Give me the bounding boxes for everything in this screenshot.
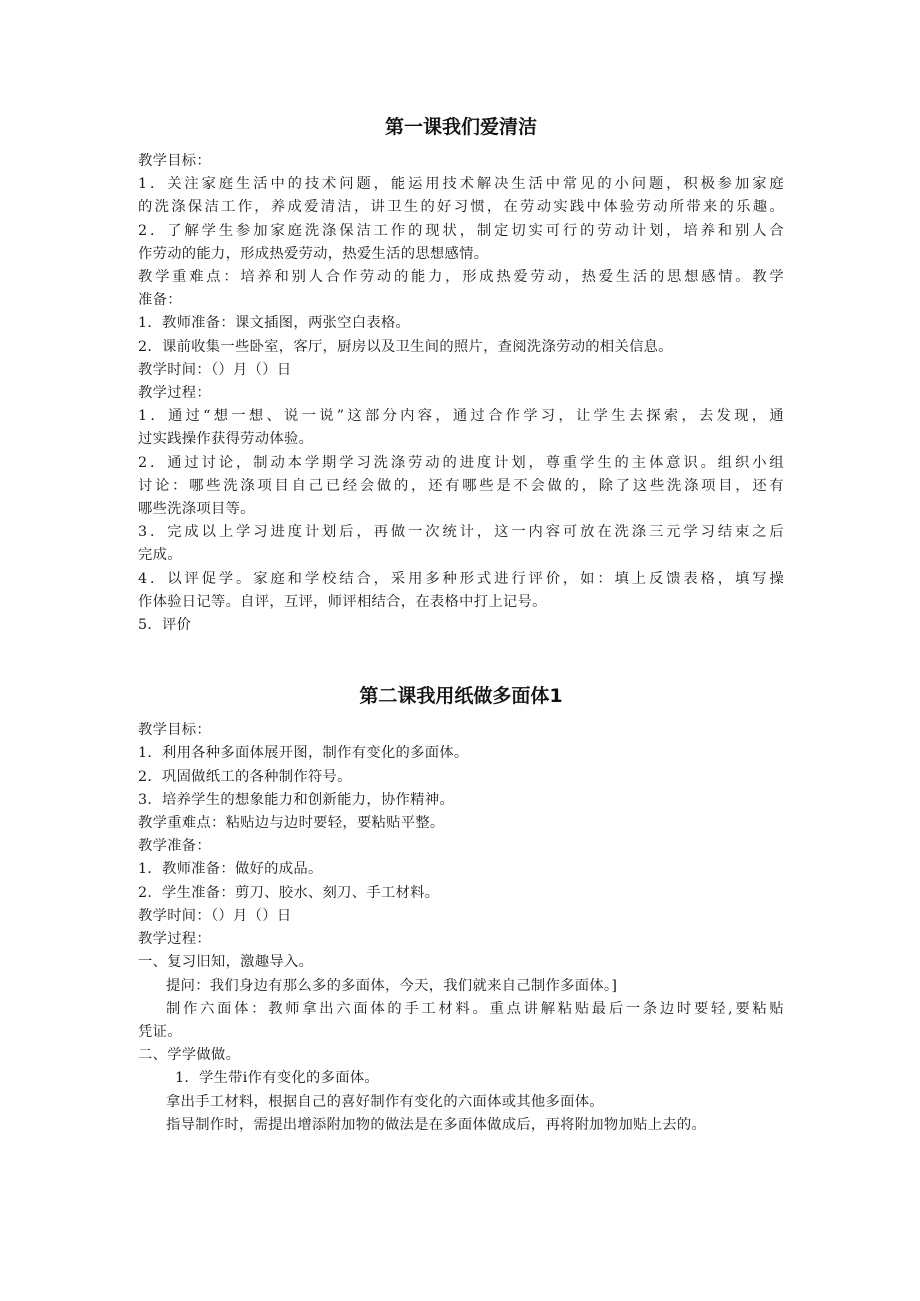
- lesson2-hexahedron: 制作六面体：教师拿出六面体的手工材料。重点讲解粘贴最后一条边时要轻,要粘贴: [166, 1000, 784, 1017]
- lesson1-process-heading: 教学过程：: [138, 385, 211, 402]
- lesson1-objectives-heading: 教学目标：: [138, 153, 211, 169]
- lesson2-section-2: 二、学学做做。: [138, 1047, 241, 1064]
- lesson1-step-1: 1．通过“想一想、说一说”这部分内容，通过合作学习，让学生去探索，去发现，通: [138, 408, 784, 425]
- document-page: [138, 112, 784, 1137]
- lesson1-step-2-cont: 讨论：哪些洗涤项目自己已经会做的，还有哪些是不会做的，除了这些洗涤项目，还有: [138, 477, 784, 494]
- lesson1-step-2: 2．通过讨论，制动本学期学习洗涤劳动的进度计划，尊重学生的主体意识。组织小组: [138, 454, 784, 471]
- lesson1-key-points: 教学重难点：培养和别人合作劳动的能力，形成热爱劳动，热爱生活的思想感情。教学: [138, 269, 784, 286]
- lesson1-step-1-cont: 过实践操作获得劳动体验。: [138, 431, 314, 448]
- lesson2-prep-2: 2．学生准备：剪刀、胶水、刻刀、手工材料。: [138, 884, 440, 901]
- lesson2-objective-2: 2．巩固做纸工的各种制作符号。: [138, 768, 352, 785]
- lesson2-preparation-heading: 教学准备：: [138, 838, 211, 855]
- lesson1-preparation-heading: 准备：: [138, 292, 182, 309]
- lesson1-step-4-cont: 作体验日记等。自评，互评，师评相结合，在表格中打上记号。: [138, 593, 547, 610]
- lesson1-title: 第一课我们爱清洁: [384, 116, 537, 138]
- lesson2-key-points: 教学重难点：粘贴边与边时要轻，要粘贴平整。: [138, 815, 445, 832]
- lesson2-objective-3: 3．培养学生的想象能力和创新能力，协作精神。: [138, 791, 454, 808]
- lesson1-step-4: 4．以评促学。家庭和学校结合，采用多种形式进行评价，如：填上反馈表格，填写操: [138, 570, 784, 587]
- lesson2-section-1: 一、复习旧知，激趣导入。: [138, 954, 314, 971]
- lesson1-objective-1-cont: 的洗涤保洁工作，养成爱清洁，讲卫生的好习惯，在劳动实践中体验劳动所带来的乐趣。: [138, 199, 784, 216]
- lesson1-step-3-cont: 完成。: [138, 547, 182, 564]
- lesson2-hexahedron-cont: 凭证。: [138, 1023, 182, 1040]
- lesson2-objective-1: 1．利用各种多面体展开图，制作有变化的多面体。: [138, 745, 469, 762]
- lesson2-objectives-heading: 教学目标：: [138, 722, 211, 739]
- lesson2-teaching-time: 教学时间：（）月（）日: [138, 907, 292, 924]
- lesson1-prep-2: 2．课前收集一些卧室，客厅，厨房以及卫生间的照片，查阅洗涤劳动的相关信息。: [138, 338, 673, 355]
- lesson2-guidance: 指导制作时，需提出增添附加物的做法是在多面体做成后，再将附加物加贴上去的。: [166, 1116, 707, 1133]
- lesson1-teaching-time: 教学时间：（）月（）日: [138, 361, 292, 378]
- lesson2-materials: 拿出手工材料，根据自己的喜好制作有变化的六面体或其他多面体。: [166, 1093, 604, 1110]
- lesson1-step-3: 3．完成以上学习进度计划后，再做一次统计，这一内容可放在洗涤三元学习结束之后: [138, 524, 784, 541]
- lesson2-process-heading: 教学过程：: [138, 931, 211, 948]
- lesson1-step-2-cont2: 哪些洗涤项目等。: [138, 501, 255, 518]
- lesson1-objective-2-cont: 作劳动的能力，形成热爱劳动，热爱生活的思想感情。: [138, 245, 489, 262]
- lesson1-objective-1: 1．关注家庭生活中的技术问题，能运用技术解决生活中常见的小问题，积极参加家庭: [138, 176, 784, 193]
- lesson1-objective-2: 2．了解学生参加家庭洗涤保洁工作的现状，制定切实可行的劳动计划，培养和别人合: [138, 222, 784, 239]
- lesson1-step-5: 5．评价: [138, 617, 192, 634]
- lesson1-prep-1: 1．教师准备：课文插图，两张空白表格。: [138, 315, 411, 332]
- lesson2-prep-1: 1．教师准备：做好的成品。: [138, 861, 323, 878]
- lesson2-title: 第二课我用纸做多面体1: [359, 685, 563, 708]
- lesson2-question: 提问：我们身边有那么多的多面体，今天，我们就来自己制作多面体。]: [166, 977, 618, 994]
- lesson2-sub-1: 1．学生带i作有变化的多面体。: [175, 1070, 380, 1087]
